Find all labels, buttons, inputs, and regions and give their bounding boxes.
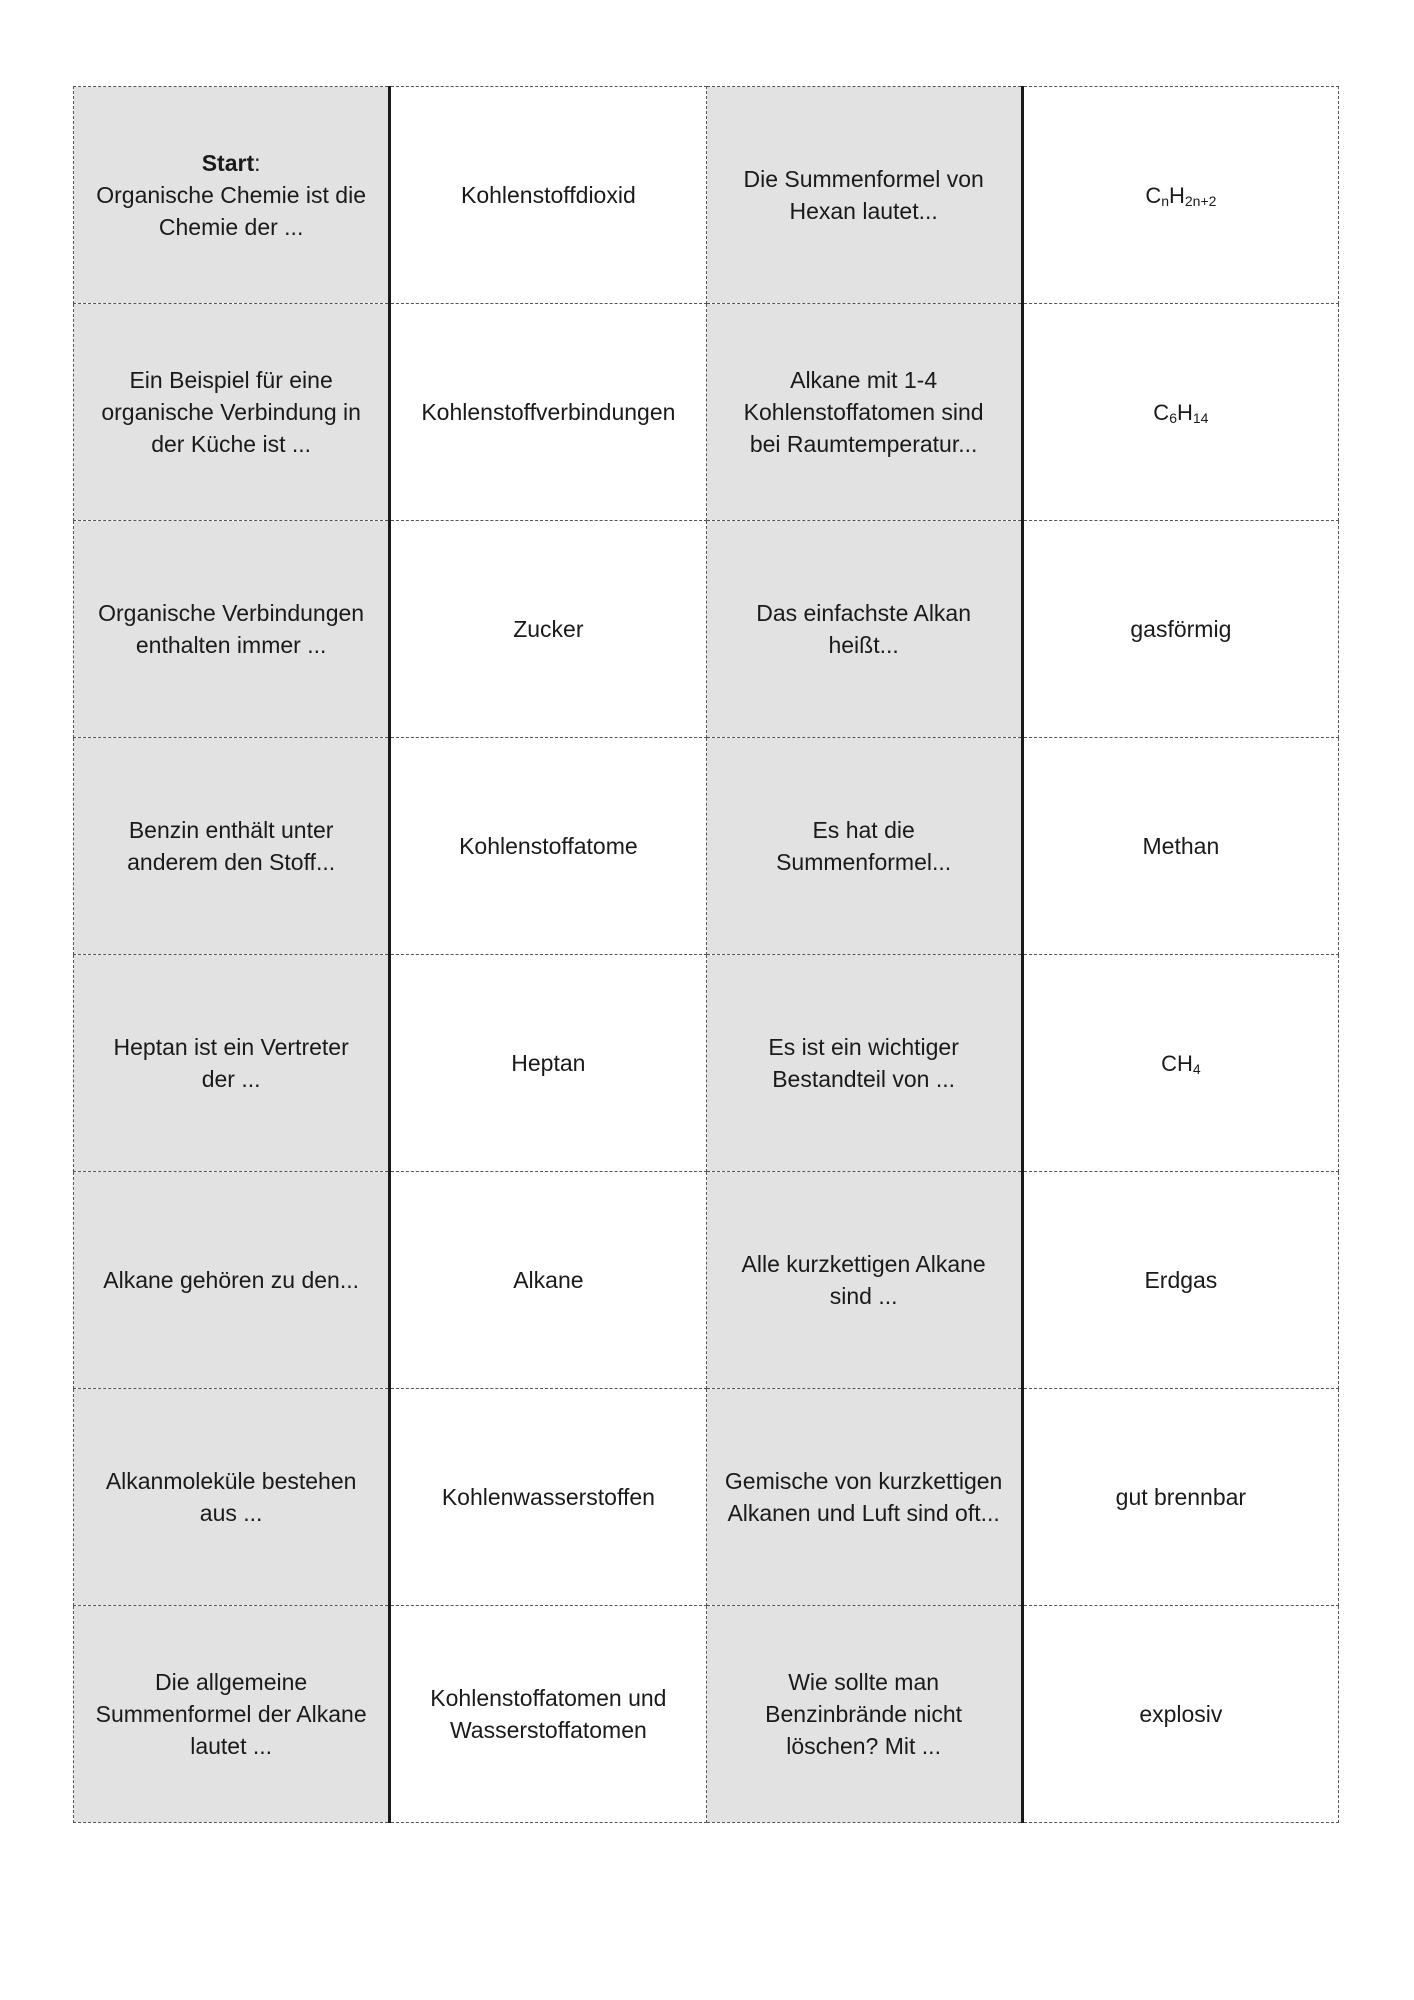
question-card <box>74 1389 390 1606</box>
answer-card <box>390 1606 706 1823</box>
chemical-formula <box>1145 183 1216 208</box>
question-card <box>706 955 1022 1172</box>
domino-row <box>74 1389 1339 1606</box>
domino-row <box>74 304 1339 521</box>
chemical-formula <box>1161 1051 1201 1076</box>
question-card <box>706 1389 1022 1606</box>
card-text-line: Wie sollte man <box>788 1669 940 1695</box>
card-text-line: löschen? Mit ... <box>786 1733 941 1759</box>
formula-subscript: 14 <box>1192 409 1209 426</box>
question-card <box>74 1606 390 1823</box>
question-card <box>74 304 390 521</box>
answer-card <box>1022 87 1338 304</box>
card-text-line: enthalten immer ... <box>135 632 327 658</box>
start-label-colon: : <box>254 150 261 176</box>
card-text-line: Benzinbrände nicht <box>765 1701 963 1727</box>
card-text-line: Die allgemeine <box>155 1669 308 1695</box>
answer-card <box>390 521 706 738</box>
card-text-line: Wasserstoffatomen <box>449 1717 647 1743</box>
card-text-line: gut brennbar <box>1115 1484 1247 1510</box>
card-text-line: Hexan lautet... <box>789 198 938 224</box>
answer-card <box>390 738 706 955</box>
domino-row <box>74 1606 1339 1823</box>
card-text-line: Alkane mit 1-4 <box>790 367 938 393</box>
start-label: Start <box>201 150 255 176</box>
answer-card <box>1022 521 1338 738</box>
card-text-line: anderem den Stoff... <box>127 849 336 875</box>
formula-element: C <box>1153 399 1170 425</box>
question-card <box>706 304 1022 521</box>
card-text-line: Alkane <box>513 1267 584 1293</box>
card-text-line: Organische Verbindungen <box>98 600 365 626</box>
domino-row <box>74 87 1339 304</box>
domino-grid-body <box>74 87 1339 1823</box>
domino-row <box>74 738 1339 955</box>
answer-card <box>1022 1606 1338 1823</box>
card-text-line: Heptan <box>511 1050 586 1076</box>
domino-row <box>74 521 1339 738</box>
card-text-line: Summenformel der Alkane <box>95 1701 367 1727</box>
card-text-line: Heptan ist ein Vertreter <box>113 1034 349 1060</box>
answer-card <box>1022 955 1338 1172</box>
question-card <box>74 1172 390 1389</box>
card-text-line: Summenformel... <box>776 849 952 875</box>
card-text-line: Organische Chemie ist die <box>96 182 366 208</box>
answer-card <box>1022 738 1338 955</box>
question-card <box>706 521 1022 738</box>
card-text-line: Alkanen und Luft sind oft... <box>727 1500 1000 1526</box>
card-text-line: Benzin enthält unter <box>128 817 334 843</box>
question-card <box>706 1172 1022 1389</box>
card-text-line: Es hat die <box>812 817 915 843</box>
card-text-line: Das einfachste Alkan <box>756 600 972 626</box>
card-text-line: sind ... <box>829 1283 898 1309</box>
answer-card <box>1022 1389 1338 1606</box>
card-text-line: Kohlenstoffatomen und <box>430 1685 667 1711</box>
card-text-line: aus ... <box>199 1500 263 1526</box>
chemical-formula <box>1153 400 1208 425</box>
domino-row <box>74 955 1339 1172</box>
card-text-line: der ... <box>201 1066 261 1092</box>
domino-card-grid <box>73 86 1339 1823</box>
formula-subscript: n <box>1161 192 1169 209</box>
formula-element: C <box>1145 182 1162 208</box>
answer-card <box>390 304 706 521</box>
formula-element: H <box>1169 182 1185 208</box>
answer-card <box>390 1389 706 1606</box>
card-text-line: Gemische von kurzkettigen <box>724 1468 1003 1494</box>
card-text-line: Kohlenwasserstoffen <box>441 1484 655 1510</box>
card-text-line: der Küche ist ... <box>151 431 312 457</box>
card-text-line: Kohlenstoffverbindungen <box>421 399 676 425</box>
card-text-line: Alkane gehören zu den... <box>103 1267 359 1293</box>
card-text-line: heißt... <box>828 632 899 658</box>
card-text-line: Es ist ein wichtiger <box>768 1034 959 1060</box>
card-text-line: Chemie der ... <box>158 214 304 240</box>
formula-element: H <box>1176 399 1193 425</box>
answer-card <box>1022 1172 1338 1389</box>
formula-subscript: 2n+2 <box>1184 192 1217 209</box>
domino-row <box>74 1172 1339 1389</box>
card-text-line: Alkanmoleküle bestehen <box>105 1468 357 1494</box>
answer-card <box>1022 304 1338 521</box>
card-text-line: Methan <box>1142 833 1220 859</box>
question-card <box>74 955 390 1172</box>
answer-card <box>390 1172 706 1389</box>
answer-card <box>390 955 706 1172</box>
formula-subscript: 4 <box>1192 1060 1201 1077</box>
card-text-line: Kohlenstoffdioxid <box>460 182 636 208</box>
question-card <box>74 738 390 955</box>
answer-card <box>390 87 706 304</box>
card-text-line: gasförmig <box>1130 616 1232 642</box>
card-text-line: Kohlenstoffatomen sind <box>743 399 984 425</box>
formula-element: CH <box>1161 1050 1193 1076</box>
question-card <box>74 521 390 738</box>
card-text-line: organische Verbindung in <box>101 399 361 425</box>
card-text-line: bei Raumtemperatur... <box>749 431 978 457</box>
question-card <box>706 1606 1022 1823</box>
card-text-line: Ein Beispiel für eine <box>129 367 333 393</box>
card-text-line: Kohlenstoffatome <box>459 833 638 859</box>
question-card <box>74 87 390 304</box>
question-card <box>706 87 1022 304</box>
formula-subscript: 6 <box>1169 409 1177 426</box>
card-text-line: Zucker <box>513 616 584 642</box>
card-text-line: Erdgas <box>1144 1267 1218 1293</box>
card-text-line: Bestandteil von ... <box>772 1066 956 1092</box>
card-text-line: Die Summenformel von <box>743 166 984 192</box>
card-text-line: Alle kurzkettigen Alkane <box>741 1251 986 1277</box>
card-text-line: lautet ... <box>190 1733 273 1759</box>
question-card <box>706 738 1022 955</box>
card-text-line: explosiv <box>1139 1701 1223 1727</box>
